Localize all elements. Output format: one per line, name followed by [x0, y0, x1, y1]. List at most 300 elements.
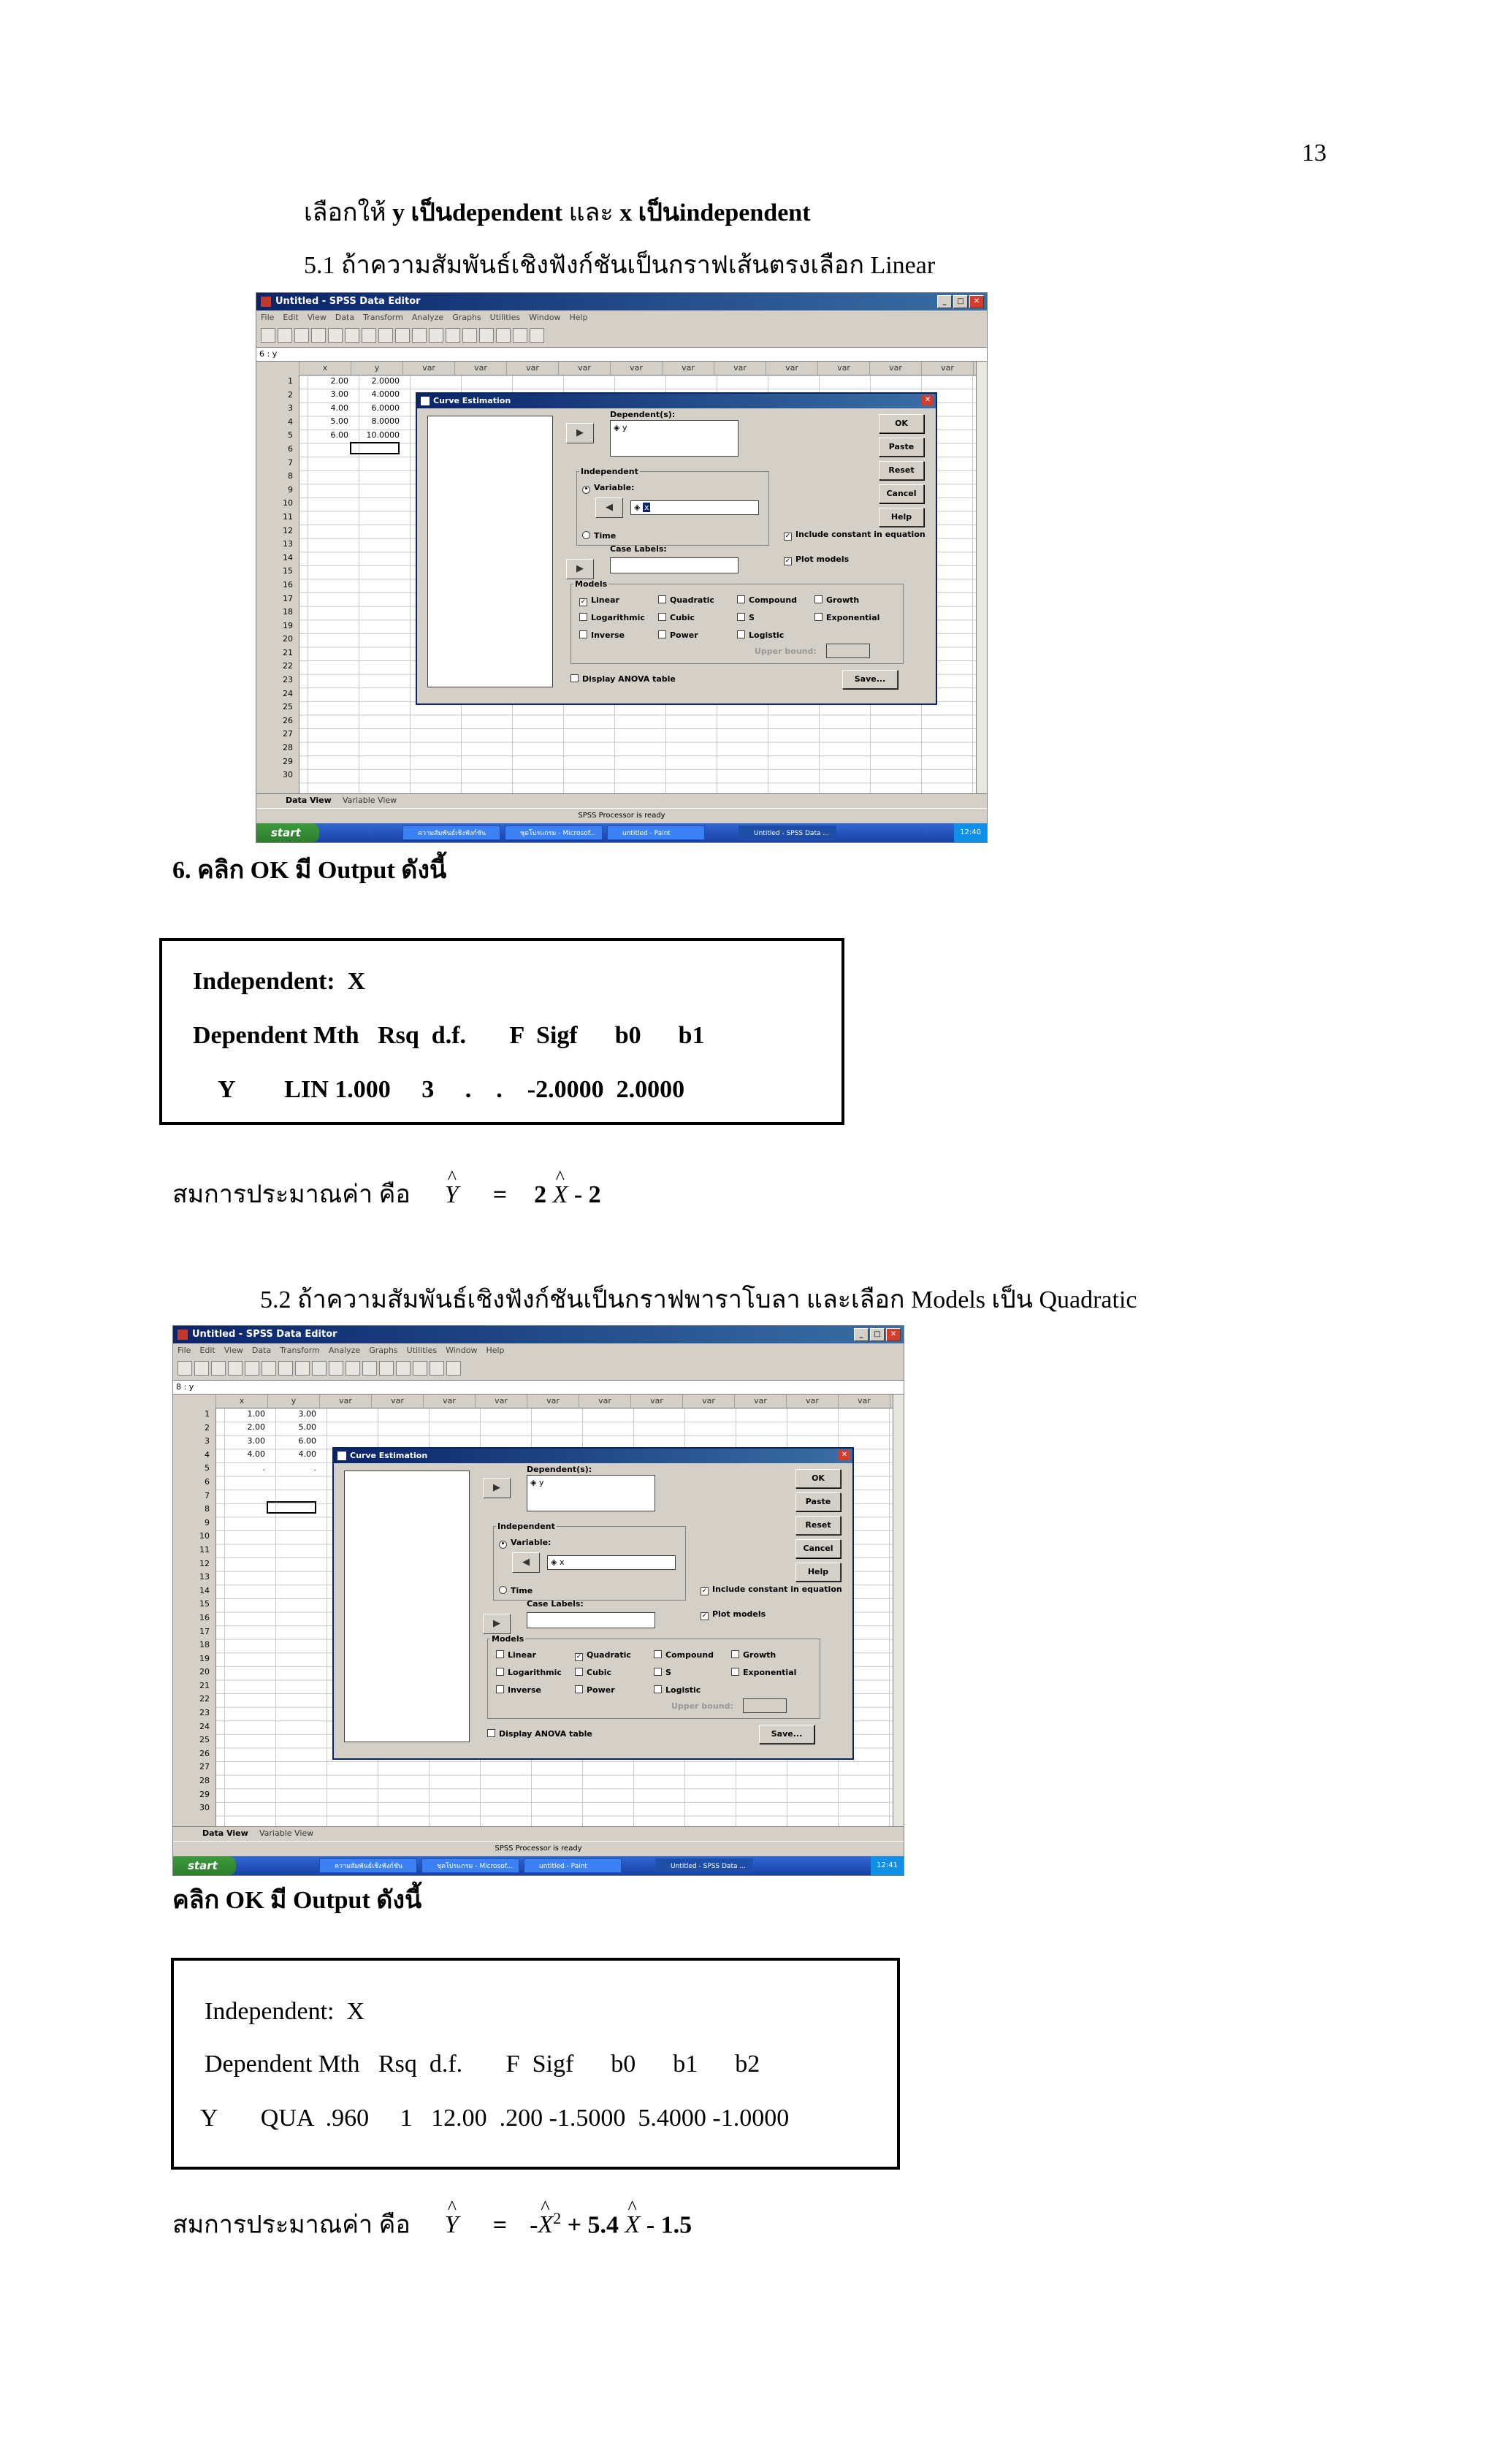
variables-icon[interactable]	[395, 328, 410, 343]
plot-models-checkbox[interactable]: ✓ Plot models	[701, 1609, 766, 1620]
equation-quadratic	[172, 2209, 692, 2240]
move-case-labels-arrow-icon[interactable]: ▶	[566, 559, 594, 579]
case-labels-field[interactable]	[610, 557, 739, 573]
menu-view[interactable]: View	[307, 313, 327, 322]
windows-taskbar	[173, 1856, 904, 1875]
model-growth-checkbox[interactable]	[731, 1650, 776, 1660]
save-icon[interactable]	[194, 1361, 209, 1376]
menu-transform[interactable]: Transform	[280, 1346, 320, 1355]
taskbar-item[interactable]: ชุดโปรแกรม - Microsof...	[421, 1858, 519, 1873]
independent-variable-value: x	[644, 503, 649, 512]
data-cell[interactable]: 4.00	[330, 403, 348, 413]
column-header[interactable]: var	[839, 1395, 890, 1408]
model-s-checkbox[interactable]	[654, 1668, 671, 1677]
curve-estimation-dialog	[416, 392, 937, 705]
data-cell[interactable]: 5.00	[330, 416, 348, 426]
intro-line	[304, 199, 811, 229]
step-6-heading: 6. คลิก OK มี Output ดังนี้	[172, 857, 447, 884]
variable-radio-label: Variable:	[594, 483, 635, 492]
menu-window[interactable]: Window	[529, 313, 561, 322]
dependent-label: Dependent(s):	[527, 1465, 592, 1474]
menu-help[interactable]: Help	[486, 1346, 505, 1355]
output-box-linear	[159, 938, 844, 1125]
model-quadratic-label: Quadratic	[670, 595, 714, 605]
intro-is1: เป็น	[411, 199, 452, 226]
cancel-button[interactable]: Cancel	[879, 484, 924, 503]
model-inverse-checkbox[interactable]	[496, 1685, 541, 1695]
corner-cell	[173, 1395, 216, 1408]
column-header[interactable]: var	[320, 1395, 372, 1408]
find-icon[interactable]	[329, 1361, 343, 1376]
eq-prefix: สมการประมาณค่า คือ	[172, 1181, 411, 1208]
model-logarithmic-label: Logarithmic	[591, 613, 645, 622]
eq-prefix: สมการประมาณค่า คือ	[172, 2211, 411, 2239]
display-anova-label: Display ANOVA table	[582, 674, 676, 684]
column-header[interactable]: var	[527, 1395, 579, 1408]
weight-cases-icon[interactable]	[396, 1361, 411, 1376]
x-hat-symbol: ^ X	[625, 2211, 641, 2240]
data-cell[interactable]: 6.00	[330, 430, 348, 440]
dialog-title: Curve Estimation	[433, 396, 511, 405]
window-title: Untitled - SPSS Data Editor	[192, 1329, 337, 1340]
insert-case-icon[interactable]	[346, 1361, 360, 1376]
time-radio-label: Time	[594, 531, 617, 541]
eq-plus: +	[567, 2211, 582, 2239]
taskbar-item[interactable]: untitled - Paint	[607, 825, 705, 840]
column-header[interactable]: var	[735, 1395, 787, 1408]
data-cell[interactable]: 4.0000	[371, 389, 400, 399]
model-cubic-checkbox[interactable]	[658, 613, 695, 622]
open-icon[interactable]	[178, 1361, 192, 1376]
independent-variable-value: x	[559, 1557, 565, 1567]
windows-taskbar	[256, 823, 987, 842]
time-radio[interactable]	[582, 531, 616, 541]
dialog-close-icon[interactable]: ✕	[839, 1450, 850, 1460]
reset-button[interactable]: Reset	[879, 461, 924, 480]
paste-button[interactable]: Paste	[795, 1492, 841, 1511]
model-s-checkbox[interactable]	[737, 613, 755, 622]
cancel-button[interactable]: Cancel	[795, 1539, 841, 1558]
y-hat-symbol: ^ Y	[445, 2211, 459, 2240]
data-cell[interactable]: 3.00	[298, 1409, 316, 1419]
column-header[interactable]: var	[579, 1395, 631, 1408]
model-inverse-label: Inverse	[508, 1685, 541, 1695]
move-case-labels-arrow-icon[interactable]: ▶	[483, 1614, 511, 1634]
eq-coef: 5.4	[587, 2211, 619, 2239]
move-dependent-arrow-icon[interactable]: ▶	[566, 423, 594, 443]
data-cell[interactable]: 1.00	[247, 1409, 265, 1419]
dependent-label: Dependent(s):	[610, 410, 676, 419]
toolbar	[173, 1358, 904, 1380]
click-ok-heading: คลิก OK มี Output ดังนี้	[172, 1887, 422, 1914]
insert-variable-icon[interactable]	[446, 328, 460, 343]
taskbar-item[interactable]: Untitled - SPSS Data ...	[655, 1858, 753, 1873]
column-header[interactable]: x	[299, 362, 351, 375]
include-constant-label: Include constant in equation	[712, 1584, 842, 1594]
help-button[interactable]: Help	[795, 1563, 841, 1582]
column-header[interactable]: var	[818, 362, 870, 375]
data-cell[interactable]: 3.00	[247, 1436, 265, 1446]
model-power-checkbox[interactable]	[575, 1685, 615, 1695]
column-header[interactable]: var	[611, 362, 663, 375]
taskbar-item[interactable]: Untitled - SPSS Data ...	[739, 825, 836, 840]
value-labels-icon[interactable]	[513, 328, 527, 343]
models-label: Models	[575, 579, 608, 589]
vertical-scrollbar[interactable]	[976, 362, 987, 794]
model-exponential-label: Exponential	[743, 1668, 797, 1677]
column-header[interactable]: var	[455, 362, 507, 375]
menu-window[interactable]: Window	[446, 1346, 478, 1355]
model-logarithmic-checkbox[interactable]	[496, 1668, 562, 1677]
column-header[interactable]: var	[870, 362, 922, 375]
save-button[interactable]: Save...	[759, 1725, 814, 1744]
weight-cases-icon[interactable]	[479, 328, 494, 343]
value-labels-icon[interactable]	[430, 1361, 444, 1376]
select-cases-icon[interactable]	[496, 328, 511, 343]
column-header[interactable]: var	[403, 362, 455, 375]
close-button[interactable]: ✕	[886, 1328, 901, 1341]
window-titlebar	[256, 293, 987, 310]
menu-data[interactable]: Data	[251, 1346, 272, 1355]
model-logistic-checkbox[interactable]	[654, 1685, 701, 1695]
column-header[interactable]: var	[787, 1395, 839, 1408]
intro-dependent: dependent	[451, 199, 563, 226]
column-header[interactable]: var	[683, 1395, 735, 1408]
model-s-label: S	[665, 1668, 671, 1677]
dialog-titlebar	[334, 1449, 852, 1463]
model-logistic-label: Logistic	[665, 1685, 701, 1695]
case-labels-label: Case Labels:	[527, 1599, 584, 1609]
equation-linear	[172, 1180, 601, 1210]
variable-source-list[interactable]	[344, 1471, 470, 1742]
menubar	[256, 310, 987, 325]
goto-case-icon[interactable]	[378, 328, 393, 343]
selected-cell[interactable]	[350, 442, 400, 454]
menu-edit[interactable]: Edit	[199, 1346, 215, 1355]
selected-cell[interactable]	[267, 1501, 316, 1514]
menu-data[interactable]: Data	[335, 313, 355, 322]
menu-edit[interactable]: Edit	[283, 313, 299, 322]
model-logistic-checkbox[interactable]	[737, 630, 784, 640]
tab-data-view[interactable]: Data View	[286, 796, 332, 805]
column-header[interactable]: var	[766, 362, 818, 375]
eq-tail: - 1.5	[646, 2211, 692, 2239]
model-cubic-label: Cubic	[587, 1668, 612, 1677]
data-cell[interactable]: 2.0000	[371, 376, 400, 386]
section-5-2: 5.2 ถ้าความสัมพันธ์เชิงฟังก์ชันเป็นกราฟพาราโบลา และเลือก Models เป็น Quadratic	[260, 1286, 1137, 1313]
data-cell[interactable]: 2.00	[330, 376, 348, 386]
dependent-value: y	[622, 423, 627, 432]
output-line: Y LIN 1.000 3 . . -2.0000 2.0000	[218, 1076, 685, 1103]
goto-chart-icon[interactable]	[278, 1361, 293, 1376]
x-hat-symbol: ^ X	[553, 1180, 568, 1210]
column-header[interactable]: var	[372, 1395, 424, 1408]
minimize-button[interactable]: _	[937, 295, 952, 308]
eq-neg: -	[530, 2211, 538, 2239]
eq-exponent: 2	[553, 2209, 562, 2227]
tab-data-view[interactable]: Data View	[202, 1828, 248, 1838]
cell-reference-bar[interactable]: 6 : y	[256, 347, 987, 362]
model-exponential-checkbox[interactable]	[731, 1668, 796, 1677]
dialog-close-icon[interactable]: ✕	[922, 395, 934, 405]
eq-equals: =	[492, 2211, 508, 2239]
status-bar: SPSS Processor is ready	[173, 1841, 904, 1856]
model-logarithmic-label: Logarithmic	[508, 1668, 562, 1677]
goto-chart-icon[interactable]	[362, 328, 376, 343]
data-cell[interactable]: 6.00	[298, 1436, 316, 1446]
select-cases-icon[interactable]	[413, 1361, 427, 1376]
column-header[interactable]: var	[631, 1395, 683, 1408]
find-icon[interactable]	[412, 328, 427, 343]
dialog-icon	[337, 1452, 346, 1460]
include-constant-checkbox[interactable]: ✓ Include constant in equation	[785, 530, 926, 540]
include-constant-label: Include constant in equation	[795, 530, 926, 539]
dependent-list[interactable]: ◈ y	[527, 1475, 655, 1511]
toolbar	[256, 325, 987, 347]
use-sets-icon[interactable]	[446, 1361, 461, 1376]
spss-screenshot-quadratic	[172, 1325, 904, 1876]
output-line: Dependent Mth Rsq d.f. F Sigf b0 b1	[193, 1022, 705, 1049]
data-cell[interactable]: .	[262, 1463, 265, 1473]
dependent-value: y	[538, 1478, 544, 1487]
y-hat-symbol: ^ Y	[445, 1180, 459, 1210]
model-linear-checkbox[interactable]	[496, 1650, 536, 1660]
column-header-row	[173, 1395, 893, 1408]
data-cell[interactable]: 2.00	[247, 1422, 265, 1432]
eq-coef: 2	[534, 1181, 547, 1208]
maximize-button[interactable]: □	[953, 295, 968, 308]
time-radio[interactable]	[499, 1586, 533, 1595]
ok-button[interactable]: OK	[795, 1469, 841, 1488]
dialog-icon	[421, 397, 430, 405]
model-cubic-label: Cubic	[670, 613, 695, 622]
column-header[interactable]: var	[714, 362, 766, 375]
output-line: Independent: X	[193, 968, 366, 995]
column-header[interactable]: var	[424, 1395, 476, 1408]
open-icon[interactable]	[261, 328, 275, 343]
upper-bound-field[interactable]	[826, 644, 870, 658]
intro-x: x	[619, 199, 633, 226]
sheet-tabs	[173, 1826, 904, 1842]
menu-file[interactable]: File	[178, 1346, 191, 1355]
data-cell[interactable]: 6.0000	[371, 403, 400, 413]
data-cell[interactable]: 8.0000	[371, 416, 400, 426]
intro-independent: independent	[679, 199, 811, 226]
column-header[interactable]: var	[507, 362, 559, 375]
column-header[interactable]: var	[663, 362, 714, 375]
x-hat-symbol: ^ X	[538, 2211, 553, 2240]
model-logarithmic-checkbox[interactable]	[579, 613, 645, 622]
dependent-list[interactable]: ◈ y	[610, 420, 739, 457]
split-file-icon[interactable]	[462, 328, 477, 343]
data-cell[interactable]: 4.00	[247, 1449, 265, 1459]
start-button[interactable]: start	[256, 823, 319, 842]
variable-radio[interactable]: • Variable:	[582, 483, 634, 494]
system-tray-clock: 12:40	[954, 823, 987, 842]
model-power-label: Power	[587, 1685, 615, 1695]
start-button[interactable]: start	[173, 1856, 236, 1875]
save-button[interactable]: Save...	[842, 670, 898, 689]
model-quadratic-label: Quadratic	[587, 1650, 631, 1660]
menu-transform[interactable]: Transform	[363, 313, 403, 322]
dialog-titlebar	[417, 394, 936, 408]
independent-label: Independent	[497, 1522, 555, 1531]
menu-analyze[interactable]: Analyze	[411, 313, 444, 322]
redo-icon[interactable]	[345, 328, 359, 343]
case-labels-field[interactable]	[527, 1612, 655, 1628]
model-power-checkbox[interactable]	[658, 630, 698, 640]
menu-help[interactable]: Help	[569, 313, 588, 322]
model-compound-label: Compound	[749, 595, 798, 605]
menu-file[interactable]: File	[261, 313, 275, 322]
data-cell[interactable]: 5.00	[298, 1422, 316, 1432]
row-header-column: 1 2 3 4 5 6 7 8 9 10 11 12 13 14 15 16 17 18 19 20 21 22 23 24 25 26 27 28 29 30	[256, 375, 299, 794]
redo-icon[interactable]	[262, 1361, 276, 1376]
spss-app-icon	[261, 297, 271, 307]
eq-equals: =	[492, 1181, 508, 1208]
upper-bound-label: Upper bound:	[755, 646, 817, 656]
maximize-button[interactable]: □	[870, 1328, 885, 1341]
upper-bound-label: Upper bound:	[671, 1701, 733, 1711]
model-growth-label: Growth	[743, 1650, 776, 1660]
model-linear-label: Linear	[591, 595, 619, 605]
taskbar-item[interactable]: ความสัมพันธ์เชิงฟังก์ชัน	[402, 825, 500, 840]
system-tray-clock: 12:41	[871, 1856, 904, 1875]
model-inverse-checkbox[interactable]	[579, 630, 625, 640]
model-s-label: S	[749, 613, 755, 622]
dialog-recall-icon[interactable]	[228, 1361, 243, 1376]
data-cell[interactable]: 3.00	[330, 389, 348, 399]
vertical-scrollbar[interactable]	[893, 1395, 904, 1827]
plot-models-label: Plot models	[712, 1609, 766, 1619]
taskbar-item[interactable]: untitled - Paint	[524, 1858, 622, 1873]
save-icon[interactable]	[278, 328, 292, 343]
independent-label: Independent	[581, 467, 638, 476]
section-5-1: 5.1 ถ้าความสัมพันธ์เชิงฟังก์ชันเป็นกราฟเส้นตรงเลือก Linear	[304, 252, 936, 279]
column-header[interactable]: var	[922, 362, 974, 375]
taskbar-item[interactable]: ความสัมพันธ์เชิงฟังก์ชัน	[319, 1858, 417, 1873]
move-independent-arrow-icon[interactable]: ◀	[512, 1552, 540, 1573]
column-header[interactable]: var	[559, 362, 611, 375]
paste-button[interactable]: Paste	[879, 438, 924, 457]
undo-icon[interactable]	[245, 1361, 259, 1376]
variable-radio[interactable]: • Variable:	[499, 1538, 551, 1549]
eq-tail: - 2	[573, 1181, 601, 1208]
output-box-quadratic	[171, 1958, 900, 2170]
close-button[interactable]: ✕	[969, 295, 984, 308]
menu-graphs[interactable]: Graphs	[452, 313, 481, 322]
menu-utilities[interactable]: Utilities	[406, 1346, 438, 1355]
column-header-row	[256, 362, 977, 375]
menu-analyze[interactable]: Analyze	[328, 1346, 361, 1355]
include-constant-checkbox[interactable]: ✓ Include constant in equation	[701, 1584, 842, 1595]
undo-icon[interactable]	[328, 328, 343, 343]
corner-cell	[256, 362, 299, 375]
insert-case-icon[interactable]	[429, 328, 443, 343]
model-logistic-label: Logistic	[749, 630, 785, 640]
case-labels-label: Case Labels:	[610, 544, 667, 554]
display-anova-label: Display ANOVA table	[499, 1729, 592, 1739]
menu-utilities[interactable]: Utilities	[489, 313, 521, 322]
intro-is2: เป็น	[638, 199, 680, 226]
variables-icon[interactable]	[312, 1361, 327, 1376]
tab-variable-view[interactable]: Variable View	[259, 1828, 314, 1838]
spss-screenshot-linear	[256, 292, 988, 843]
insert-variable-icon[interactable]	[362, 1361, 377, 1376]
column-header[interactable]: var	[476, 1395, 527, 1408]
column-header[interactable]: x	[216, 1395, 268, 1408]
sheet-tabs	[256, 793, 987, 809]
print-icon[interactable]	[294, 328, 309, 343]
column-header[interactable]: y	[351, 362, 403, 375]
model-linear-label: Linear	[508, 1650, 536, 1660]
cell-reference-bar[interactable]: 8 : y	[173, 1380, 904, 1395]
independent-variable-field[interactable]: ◈ x	[630, 500, 759, 515]
minimize-button[interactable]: _	[854, 1328, 869, 1341]
goto-case-icon[interactable]	[295, 1361, 310, 1376]
status-bar: SPSS Processor is ready	[256, 808, 987, 823]
intro-and: และ	[568, 199, 614, 226]
row-header-column: 1 2 3 4 5 6 7 8 9 10 11 12 13 14 15 16 17 18 19 20 21 22 23 24 25 26 27 28 29 30	[173, 1408, 216, 1827]
data-cell[interactable]: 4.00	[298, 1449, 316, 1459]
model-exponential-label: Exponential	[826, 613, 880, 622]
move-dependent-arrow-icon[interactable]: ▶	[483, 1478, 511, 1498]
model-compound-checkbox[interactable]	[737, 595, 797, 605]
display-anova-checkbox[interactable]	[487, 1729, 592, 1739]
output-line: Dependent Mth Rsq d.f. F Sigf b0 b1 b2	[205, 2051, 760, 2078]
move-independent-arrow-icon[interactable]: ◀	[595, 497, 623, 518]
model-growth-checkbox[interactable]	[814, 595, 859, 605]
variable-source-list[interactable]	[427, 416, 553, 687]
model-quadratic-checkbox[interactable]	[658, 595, 714, 605]
use-sets-icon[interactable]	[530, 328, 544, 343]
menubar	[173, 1343, 904, 1358]
dialog-recall-icon[interactable]	[311, 328, 326, 343]
print-icon[interactable]	[211, 1361, 226, 1376]
model-compound-label: Compound	[665, 1650, 714, 1660]
time-radio-label: Time	[511, 1586, 533, 1595]
curve-estimation-dialog	[332, 1447, 854, 1760]
plot-models-checkbox[interactable]: ✓ Plot models	[785, 554, 850, 565]
spss-app-icon	[178, 1330, 188, 1340]
column-header[interactable]: y	[268, 1395, 320, 1408]
tab-variable-view[interactable]: Variable View	[343, 796, 397, 805]
output-line: Y QUA .960 1 12.00 .200 -1.5000 5.4000 -1.0000	[200, 2105, 790, 2132]
independent-variable-field[interactable]: ◈ x	[547, 1555, 676, 1570]
data-cell[interactable]: .	[313, 1463, 316, 1473]
window-titlebar	[173, 1326, 904, 1343]
split-file-icon[interactable]	[379, 1361, 394, 1376]
help-button[interactable]: Help	[879, 508, 924, 527]
display-anova-checkbox[interactable]	[570, 674, 676, 684]
variable-radio-label: Variable:	[511, 1538, 552, 1547]
menu-view[interactable]: View	[224, 1346, 243, 1355]
model-linear-checkbox[interactable]: ✓ Linear	[580, 595, 619, 606]
output-line: Independent: X	[205, 1998, 365, 2025]
model-cubic-checkbox[interactable]	[575, 1668, 611, 1677]
upper-bound-field[interactable]	[743, 1698, 787, 1713]
model-quadratic-checkbox[interactable]: ✓ Quadratic	[576, 1650, 631, 1660]
ok-button[interactable]: OK	[879, 414, 924, 433]
plot-models-label: Plot models	[795, 554, 850, 564]
reset-button[interactable]: Reset	[795, 1516, 841, 1535]
menu-graphs[interactable]: Graphs	[369, 1346, 398, 1355]
model-exponential-checkbox[interactable]	[814, 613, 879, 622]
data-cell[interactable]: 10.0000	[366, 430, 400, 440]
model-compound-checkbox[interactable]	[654, 1650, 714, 1660]
taskbar-item[interactable]: ชุดโปรแกรม - Microsof...	[505, 825, 603, 840]
model-inverse-label: Inverse	[591, 630, 625, 640]
